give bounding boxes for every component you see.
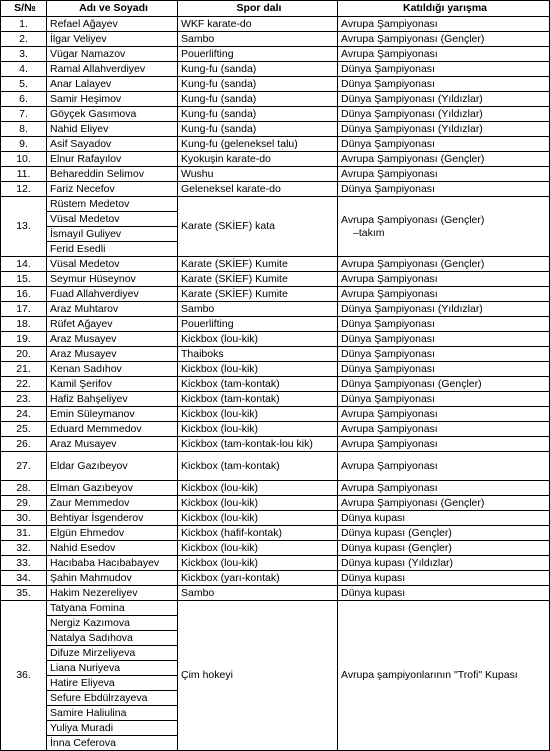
table-row [1, 586, 550, 601]
competition-line: Avrupa Şampiyonası (Gençler) [341, 213, 485, 226]
athlete-name: Nahid Eliyev [47, 122, 178, 137]
athlete-name: Nergiz Kazımova [47, 616, 178, 631]
athlete-name: İlgar Veliyev [47, 32, 178, 47]
sport-name: Çim hokeyi [178, 601, 338, 751]
sport-name: Kickbox (tam-kontak-lou kik) [178, 437, 338, 452]
competition-name: Dünya Şampiyonası [338, 137, 550, 152]
table-row [1, 62, 550, 77]
sport-name: Kickbox (hafif-kontak) [178, 526, 338, 541]
row-number: 35. [1, 586, 47, 601]
athlete-name: Anar Lalayev [47, 77, 178, 92]
row-number: 15. [1, 272, 47, 287]
competition-name: Dünya Şampiyonası (Yıldızlar) [338, 92, 550, 107]
table-row [1, 302, 550, 317]
row-number: 24. [1, 407, 47, 422]
competition-name: Dünya kupası (Gençler) [338, 526, 550, 541]
athlete-name: Fariz Necefov [47, 182, 178, 197]
athlete-name: Refael Ağayev [47, 17, 178, 32]
sport-name: Kung-fu (sanda) [178, 107, 338, 122]
competition-name: Avrupa Şampiyonası (Gençler) [338, 32, 550, 47]
table-row [1, 496, 550, 511]
athlete-name: Yuliya Muradi [47, 721, 178, 736]
row-number: 1. [1, 17, 47, 32]
athlete-name: Samir Heşimov [47, 92, 178, 107]
athlete-name: Rüfet Ağayev [47, 317, 178, 332]
row-number: 12. [1, 182, 47, 197]
athlete-name: Araz Muhtarov [47, 302, 178, 317]
sport-name: Kickbox (lou-kik) [178, 541, 338, 556]
sport-name: Kyokuşin karate-do [178, 152, 338, 167]
athlete-name: Hakim Nezereliyev [47, 586, 178, 601]
row-number: 28. [1, 481, 47, 496]
competition-name: Dünya Şampiyonası [338, 62, 550, 77]
competition-name: Dünya Şampiyonası (Yıldızlar) [338, 302, 550, 317]
table-row [1, 452, 550, 481]
athlete-name: Elman Gazıbeyov [47, 481, 178, 496]
athlete-name: Behtiyar İsgenderov [47, 511, 178, 526]
row-number: 32. [1, 541, 47, 556]
athlete-name: Natalya Sadıhova [47, 631, 178, 646]
header-competition: Katıldığı yarışma [338, 1, 550, 17]
athlete-name: Hatire Eliyeva [47, 676, 178, 691]
competition-name: Dünya Şampiyonası (Gençler) [338, 377, 550, 392]
table-row [1, 601, 550, 616]
competition-line: Avrupa şampiyonlarının "Trofi" Kupası [341, 669, 518, 681]
athlete-name: Liana Nuriyeva [47, 661, 178, 676]
sport-name: Kickbox (lou-kik) [178, 422, 338, 437]
athlete-name: Fuad Allahverdiyev [47, 287, 178, 302]
table-row [1, 541, 550, 556]
table-row [1, 362, 550, 377]
sport-name: Pouerlifting [178, 317, 338, 332]
athlete-name: İsmayıl Guliyev [47, 227, 178, 242]
competition-name: Avrupa Şampiyonası [338, 287, 550, 302]
athlete-name: Ramal Allahverdiyev [47, 62, 178, 77]
competition-name [338, 197, 550, 257]
table-row [1, 17, 550, 32]
table-row [1, 272, 550, 287]
athlete-name: Elgün Ehmedov [47, 526, 178, 541]
competition-name: Dünya Şampiyonası [338, 347, 550, 362]
competition-name [338, 601, 550, 751]
sport-name: Kung-fu (sanda) [178, 62, 338, 77]
row-number: 27. [1, 452, 47, 481]
sport-name: Sambo [178, 302, 338, 317]
athlete-name: Sefure Ebdülrzayeva [47, 691, 178, 706]
header-number: S/№ [1, 1, 47, 17]
competition-name: Avrupa Şampiyonası (Gençler) [338, 257, 550, 272]
table-row [1, 122, 550, 137]
table-row [1, 197, 550, 212]
row-number: 4. [1, 62, 47, 77]
sport-name: Kickbox (lou-kik) [178, 362, 338, 377]
row-number: 30. [1, 511, 47, 526]
athlete-name: Araz Musayev [47, 437, 178, 452]
athlete-name: Göyçek Gasımova [47, 107, 178, 122]
athlete-name: Samire Haliulina [47, 706, 178, 721]
competition-name: Dünya kupası (Gençler) [338, 541, 550, 556]
table-row [1, 481, 550, 496]
table-row [1, 511, 550, 526]
row-number: 2. [1, 32, 47, 47]
competition-name: Dünya Şampiyonası (Yıldızlar) [338, 122, 550, 137]
table-row [1, 107, 550, 122]
sport-name: Kung-fu (sanda) [178, 92, 338, 107]
table-row [1, 407, 550, 422]
sport-name: Kung-fu (sanda) [178, 77, 338, 92]
sport-name: Kickbox (lou-kik) [178, 481, 338, 496]
sport-name: Kickbox (lou-kik) [178, 332, 338, 347]
athlete-name: Kenan Sadıhov [47, 362, 178, 377]
row-number: 25. [1, 422, 47, 437]
athlete-name: Zaur Memmedov [47, 496, 178, 511]
competition-name: Avrupa Şampiyonası [338, 481, 550, 496]
competition-name: Avrupa Şampiyonası [338, 17, 550, 32]
table-row [1, 287, 550, 302]
table-row [1, 77, 550, 92]
table-row [1, 32, 550, 47]
athlete-name: Şahin Mahmudov [47, 571, 178, 586]
sport-name: Kickbox (lou-kik) [178, 496, 338, 511]
row-number: 33. [1, 556, 47, 571]
sport-name: WKF karate-do [178, 17, 338, 32]
row-number: 5. [1, 77, 47, 92]
sport-name: Kickbox (yarı-kontak) [178, 571, 338, 586]
competition-name: Dünya Şampiyonası [338, 392, 550, 407]
row-number: 20. [1, 347, 47, 362]
table-row [1, 137, 550, 152]
row-number: 36. [1, 601, 47, 751]
competition-name: Dünya Şampiyonası [338, 77, 550, 92]
row-number: 21. [1, 362, 47, 377]
table-row [1, 332, 550, 347]
row-number: 7. [1, 107, 47, 122]
athlete-name: Eldar Gazıbeyov [47, 452, 178, 481]
athlete-name: Ferid Esedli [47, 242, 178, 257]
sport-name: Kung-fu (geleneksel talu) [178, 137, 338, 152]
row-number: 3. [1, 47, 47, 62]
table-row [1, 526, 550, 541]
athlete-name: Nahid Esedov [47, 541, 178, 556]
row-number: 31. [1, 526, 47, 541]
table-row [1, 92, 550, 107]
sport-name: Karate (SKİEF) Kumite [178, 287, 338, 302]
athlete-name: Vüsal Medetov [47, 212, 178, 227]
competition-name: Avrupa Şampiyonası [338, 272, 550, 287]
athlete-name: Hacıbaba Hacıbabayev [47, 556, 178, 571]
sport-name: Kickbox (tam-kontak) [178, 392, 338, 407]
row-number: 17. [1, 302, 47, 317]
row-number: 18. [1, 317, 47, 332]
athlete-name: İnna Ceferova [47, 736, 178, 751]
sport-name: Karate (SKİEF) kata [178, 197, 338, 257]
competition-name: Avrupa Şampiyonası [338, 47, 550, 62]
row-number: 14. [1, 257, 47, 272]
competition-name: Dünya Şampiyonası [338, 317, 550, 332]
row-number: 6. [1, 92, 47, 107]
row-number: 23. [1, 392, 47, 407]
competition-name: Avrupa Şampiyonası (Gençler) [338, 496, 550, 511]
row-number: 9. [1, 137, 47, 152]
competition-name: Dünya Şampiyonası [338, 362, 550, 377]
row-number: 19. [1, 332, 47, 347]
header-name: Adı ve Soyadı [47, 1, 178, 17]
competition-name: Dünya Şampiyonası (Yıldızlar) [338, 107, 550, 122]
sport-name: Karate (SKİEF) Kumite [178, 272, 338, 287]
row-number: 11. [1, 167, 47, 182]
row-number: 29. [1, 496, 47, 511]
competition-name: Avrupa Şampiyonası [338, 167, 550, 182]
header-row [1, 1, 550, 17]
competition-name: Dünya kupası (Yıldızlar) [338, 556, 550, 571]
athlete-name: Asif Sayadov [47, 137, 178, 152]
athlete-name: Difuze Mirzeliyeva [47, 646, 178, 661]
competition-name: Dünya kupası [338, 571, 550, 586]
competition-name: Dünya kupası [338, 511, 550, 526]
table-row [1, 182, 550, 197]
athlete-name: Behareddin Selimov [47, 167, 178, 182]
table-row [1, 257, 550, 272]
table-body [1, 17, 550, 751]
row-number: 34. [1, 571, 47, 586]
athlete-name: Vügar Namazov [47, 47, 178, 62]
competition-name: Dünya Şampiyonası [338, 182, 550, 197]
row-number: 13. [1, 197, 47, 257]
row-number: 8. [1, 122, 47, 137]
sport-name: Kickbox (tam-kontak) [178, 377, 338, 392]
table-row [1, 167, 550, 182]
athlete-name: Rüstem Medetov [47, 197, 178, 212]
athlete-name: Araz Musayev [47, 347, 178, 362]
sport-name: Kickbox (lou-kik) [178, 511, 338, 526]
athlete-name: Elnur Rafayılov [47, 152, 178, 167]
row-number: 10. [1, 152, 47, 167]
sport-name: Sambo [178, 32, 338, 47]
table-row [1, 556, 550, 571]
sport-name: Karate (SKİEF) Kumite [178, 257, 338, 272]
athlete-name: Tatyana Fomina [47, 601, 178, 616]
sport-name: Kickbox (tam-kontak) [178, 452, 338, 481]
table-row [1, 571, 550, 586]
row-number: 26. [1, 437, 47, 452]
row-number: 16. [1, 287, 47, 302]
athlete-name: Araz Musayev [47, 332, 178, 347]
athlete-name: Hafiz Bahşeliyev [47, 392, 178, 407]
table-row [1, 422, 550, 437]
sport-name: Kickbox (lou-kik) [178, 556, 338, 571]
table-row [1, 392, 550, 407]
header-sport: Spor dalı [178, 1, 338, 17]
athlete-name: Seymur Hüseynov [47, 272, 178, 287]
sport-name: Sambo [178, 586, 338, 601]
sport-name: Geleneksel karate-do [178, 182, 338, 197]
sport-name: Kickbox (lou-kik) [178, 407, 338, 422]
table-row [1, 47, 550, 62]
athlete-name: Eduard Memmedov [47, 422, 178, 437]
competition-name: Avrupa Şampiyonası [338, 407, 550, 422]
table-row [1, 317, 550, 332]
table-row [1, 377, 550, 392]
competition-name: Avrupa Şampiyonası [338, 422, 550, 437]
competition-name: Dünya kupası [338, 586, 550, 601]
competition-line-2: –takım [353, 226, 385, 239]
sport-name: Wushu [178, 167, 338, 182]
competition-name: Dünya Şampiyonası [338, 332, 550, 347]
athlete-name: Emin Süleymanov [47, 407, 178, 422]
competition-name: Avrupa Şampiyonası [338, 452, 550, 481]
competition-name: Avrupa Şampiyonası (Gençler) [338, 152, 550, 167]
sport-name: Kung-fu (sanda) [178, 122, 338, 137]
table-row [1, 152, 550, 167]
competition-name: Avrupa Şampiyonası [338, 437, 550, 452]
sport-name: Thaiboks [178, 347, 338, 362]
sport-name: Pouerlifting [178, 47, 338, 62]
athlete-name: Vüsal Medetov [47, 257, 178, 272]
table-row [1, 347, 550, 362]
table-row [1, 437, 550, 452]
row-number: 22. [1, 377, 47, 392]
athlete-name: Kamil Şerifov [47, 377, 178, 392]
